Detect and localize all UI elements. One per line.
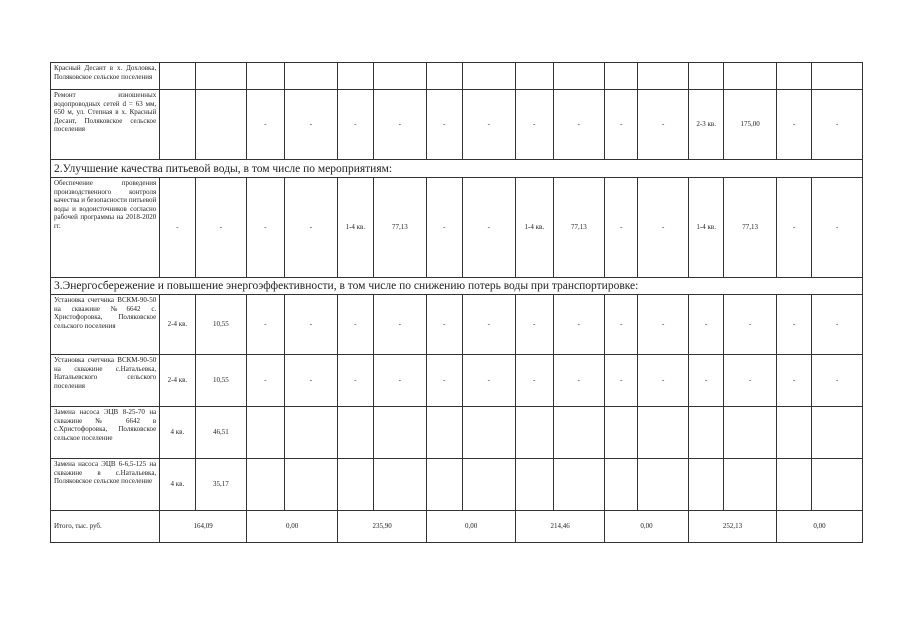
row-description: Красный Десант в х. Дохловка, Поляковское сельское поселения (51, 63, 160, 90)
total-label: Итого, тыс. руб. (51, 511, 160, 543)
table-cell (462, 407, 516, 459)
table-row (51, 90, 863, 160)
table-cell: - (373, 355, 427, 407)
table-cell: - (427, 295, 462, 355)
table-cell: 4 кв. (160, 407, 195, 459)
row-description: Замена насоса ЭЦВ 8-25-70 на скважине № 6642 в с.Христофоровка, Поляковское сельское поселение (51, 407, 160, 459)
table-cell (638, 407, 689, 459)
table-cell: 77,13 (553, 178, 605, 278)
table-cell: - (553, 295, 605, 355)
table-cell (284, 407, 338, 459)
total-value: 0,00 (247, 511, 338, 543)
table-cell: 35,17 (195, 459, 247, 511)
table-cell: - (812, 295, 863, 355)
table-cell: - (284, 295, 338, 355)
table-cell (284, 459, 338, 511)
table-cell: - (776, 295, 811, 355)
table-cell (427, 459, 462, 511)
table-cell (605, 459, 638, 511)
total-value: 164,09 (160, 511, 247, 543)
total-value: 0,00 (605, 511, 689, 543)
table-cell: - (427, 90, 462, 160)
table-cell: - (160, 178, 195, 278)
table-cell: 10,55 (195, 355, 247, 407)
row-description: Установка счетчика ВСКМ-90-50 на скважине с.Натальевка, Натальевского сельского поселения (51, 355, 160, 407)
table-cell: - (247, 295, 284, 355)
table-cell: 77,13 (724, 178, 777, 278)
table-cell (195, 90, 247, 160)
table-cell (689, 407, 724, 459)
section-title: 3.Энергосбережение и повышение энергоэффективности, в том числе по снижению потерь воды при транспортировке: (51, 278, 863, 295)
table-cell (553, 407, 605, 459)
table-cell: - (638, 355, 689, 407)
section-header-row (51, 160, 863, 178)
table-cell: - (638, 90, 689, 160)
table-cell: 1-4 кв. (689, 178, 724, 278)
table-cell (516, 407, 553, 459)
table-cell: - (462, 178, 516, 278)
table-cell: - (516, 295, 553, 355)
table-cell (776, 459, 811, 511)
total-value: 252,13 (689, 511, 777, 543)
table-cell: - (373, 90, 427, 160)
table-cell: - (776, 178, 811, 278)
table-cell (812, 459, 863, 511)
table-cell: 1-4 кв. (516, 178, 553, 278)
table-cell: - (776, 355, 811, 407)
table-cell: - (247, 178, 284, 278)
table-cell (638, 459, 689, 511)
table-cell (812, 407, 863, 459)
section-header-row (51, 278, 863, 295)
table-cell (338, 459, 373, 511)
table-cell: - (553, 355, 605, 407)
table-row (51, 178, 863, 278)
table-cell: - (812, 90, 863, 160)
table-row (51, 295, 863, 355)
total-value: 214,46 (516, 511, 605, 543)
table-cell (516, 459, 553, 511)
table-cell: - (284, 178, 338, 278)
table-cell (724, 407, 777, 459)
table-cell: - (689, 355, 724, 407)
table-cell: - (812, 355, 863, 407)
table-cell: - (284, 355, 338, 407)
table-cell (689, 459, 724, 511)
table-cell: - (724, 355, 777, 407)
table-cell: - (427, 355, 462, 407)
table-cell: 10,55 (195, 295, 247, 355)
row-description: Установка счетчика ВСКМ-90-50 на скважине №6642 с. Христофоровка, Поляковское сельского поселения (51, 295, 160, 355)
table-cell (373, 407, 427, 459)
table-cell: 1-4 кв. (338, 178, 373, 278)
table-cell: - (516, 90, 553, 160)
table-cell (338, 407, 373, 459)
table-cell: - (247, 355, 284, 407)
table-cell: - (605, 355, 638, 407)
table-cell: - (605, 90, 638, 160)
table-cell (605, 407, 638, 459)
table-cell: - (812, 178, 863, 278)
table-cell: - (373, 295, 427, 355)
total-value: 235,90 (338, 511, 427, 543)
table-cell: 77,13 (373, 178, 427, 278)
total-value: 0,00 (427, 511, 516, 543)
table-cell: - (724, 295, 777, 355)
table-cell (373, 459, 427, 511)
table-cell: - (284, 90, 338, 160)
table-cell: - (638, 178, 689, 278)
table-cell: - (638, 295, 689, 355)
table-cell (724, 459, 777, 511)
investment-table (50, 62, 863, 543)
table-cell: - (247, 90, 284, 160)
table-cell (462, 459, 516, 511)
table-cell (776, 407, 811, 459)
row-description: Обеспечение проведения производственного контроля качества и безопасности питьевой воды и водоисточников согласно рабочей программы на 2018-2020 гг. (51, 178, 160, 278)
table-cell: - (462, 295, 516, 355)
table-cell (427, 407, 462, 459)
table-cell: 46,51 (195, 407, 247, 459)
table-cell: 175,00 (724, 90, 777, 160)
table-cell: 2-4 кв. (160, 295, 195, 355)
table-cell: - (516, 355, 553, 407)
table-cell: - (338, 355, 373, 407)
table-row (51, 459, 863, 511)
table-cell (160, 90, 195, 160)
table-cell: - (462, 90, 516, 160)
table-cell: 2-4 кв. (160, 355, 195, 407)
table-cell: - (427, 178, 462, 278)
section-title: 2.Улучшение качества питьевой воды, в том числе по мероприятиям: (51, 160, 863, 178)
table-cell (553, 459, 605, 511)
table-cell: - (195, 178, 247, 278)
row-description: Замена насоса ЭЦВ 6-6,5-125 на скважине в с.Натальевка, Поляковское сельское поселение (51, 459, 160, 511)
table-cell (247, 407, 284, 459)
table-row (51, 407, 863, 459)
table-cell: - (338, 90, 373, 160)
total-value: 0,00 (776, 511, 862, 543)
table-cell: - (553, 90, 605, 160)
table-cell: - (605, 295, 638, 355)
table-cell: - (776, 90, 811, 160)
table-cell: - (605, 178, 638, 278)
table-cell: - (689, 295, 724, 355)
row-description: Ремонт изношенных водопроводных сетей d = 63 мм, 650 м, ул. Степная в х. Красный Десант, Поляковское сельское поселения (51, 90, 160, 160)
table-cell (247, 459, 284, 511)
table-cell: - (462, 355, 516, 407)
table-cell: 4 кв. (160, 459, 195, 511)
total-row (51, 511, 863, 543)
table-row (51, 355, 863, 407)
table-cell: - (338, 295, 373, 355)
table-row (51, 63, 863, 90)
table-cell: 2-3 кв. (689, 90, 724, 160)
